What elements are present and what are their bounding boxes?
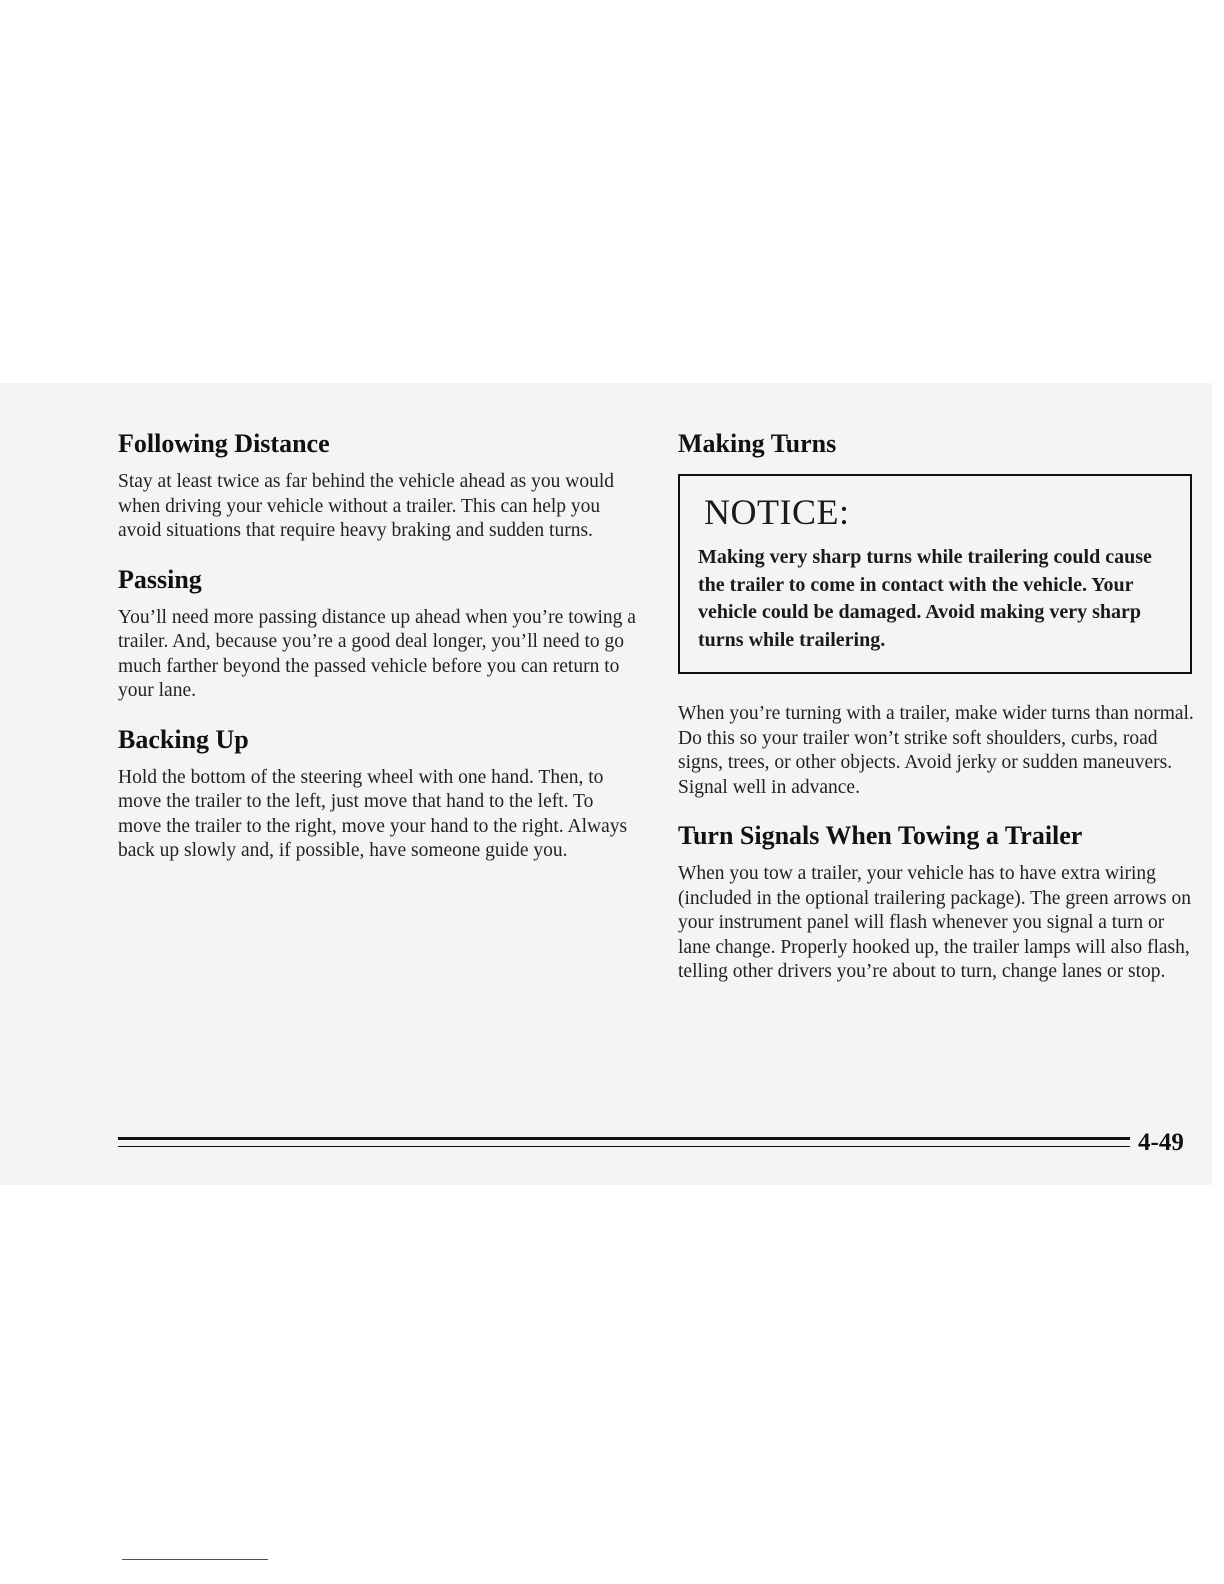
notice-text: Making very sharp turns while trailering could cause the trailer to come in contact with the vehicle. Your vehicle could be damaged. Avoid making very sharp turns while trailering. (698, 546, 1152, 651)
section-following-distance (118, 428, 638, 544)
text-making-turns: When you’re turning with a trailer, make wider turns than normal. Do this so your trailer won’t strike soft shoulders, curbs, road signs, trees, or other objects. Avoid jerky or sudden maneuvers. Signal well in advance. (678, 703, 1194, 798)
section-making-turns (678, 428, 1198, 800)
notice-box (678, 474, 1192, 674)
section-turn-signals (678, 820, 1198, 985)
heading-backing-up: Backing Up (118, 724, 249, 754)
section-passing (118, 564, 638, 704)
left-column (118, 428, 638, 864)
text-backing-up: Hold the bottom of the steering wheel with one hand. Then, to move the trailer to the left, just move that hand to the left. To move the trailer to the right, move your hand to the right. Always back up slowly and, if possible, have someone guide you. (118, 766, 628, 861)
heading-following-distance: Following Distance (118, 429, 330, 458)
notice-title: NOTICE: (704, 492, 850, 532)
text-turn-signals: When you tow a trailer, your vehicle has to have extra wiring (included in the optional trailering package). The green arrows on your instrument panel will flash whenever you signal a turn or lane change. Properly hooked up, the trailer lamps will also flash, telling other drivers you’re about to turn, change lanes or stop. (678, 863, 1191, 982)
section-backing-up (118, 724, 638, 864)
text-following-distance: Stay at least twice as far behind the vehicle ahead as you would when driving your vehicle without a trailer. This can help you avoid situations that require heavy braking and sudden turns. (118, 471, 614, 541)
bottom-divider (122, 1559, 268, 1560)
page-number: 4-49 (1138, 1129, 1184, 1156)
footer-rule (118, 1137, 1130, 1153)
heading-making-turns: Making Turns (678, 429, 837, 458)
footer-rule-thick (118, 1137, 1130, 1140)
footer-rule-thin (118, 1146, 1130, 1147)
text-passing: You’ll need more passing distance up ahead when you’re towing a trailer. And, because you’re a good deal longer, you’ll need to go much farther beyond the passed vehicle before you can return to your lane. (118, 606, 636, 701)
heading-passing: Passing (118, 564, 202, 594)
heading-turn-signals: Turn Signals When Towing a Trailer (678, 821, 1083, 850)
right-column (678, 428, 1198, 985)
